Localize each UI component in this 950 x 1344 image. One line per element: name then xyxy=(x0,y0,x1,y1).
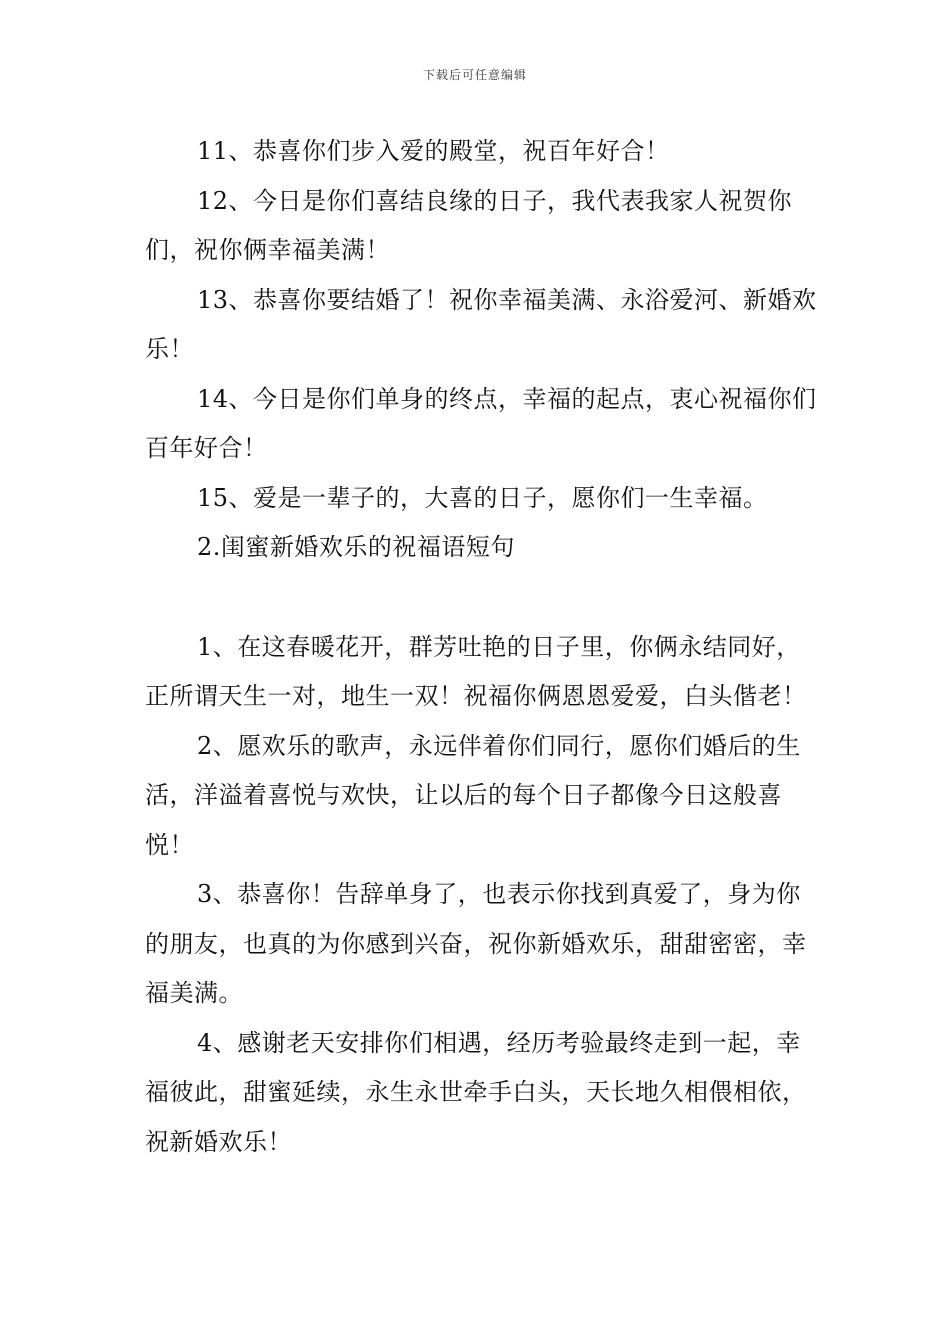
document-body xyxy=(145,127,817,1167)
blessing-item-14: 14、今日是你们单身的终点，幸福的起点，衷心祝福你们百年好合！ xyxy=(145,384,817,462)
blessing-item-12: 12、今日是你们喜结良缘的日子，我代表我家人祝贺你们，祝你俩幸福美满！ xyxy=(145,186,793,264)
blessing-item-2: 2、愿欢乐的歌声，永远伴着你们同行，愿你们婚后的生活，洋溢着喜悦与欢快，让以后的每个日子都像今日这般喜悦！ xyxy=(145,731,801,859)
blessing-item-11: 11、恭喜你们步入爱的殿堂，祝百年好合！ xyxy=(197,137,670,165)
page-header: 下载后可任意编辑 xyxy=(422,68,527,82)
section-heading: 2.闺蜜新婚欢乐的祝福语短句 xyxy=(197,533,515,561)
blessing-item-15: 15、爱是一辈子的，大喜的日子，愿你们一生幸福。 xyxy=(197,483,768,512)
blessing-item-13: 13、恭喜你要结婚了！祝你幸福美满、永浴爱河、新婚欢乐！ xyxy=(145,285,817,363)
blessing-item-4: 4、感谢老天安排你们相遇，经历考验最终走到一起，幸福彼此，甜蜜延续，永生永世牵手白头，天长地久相偎相依，祝新婚欢乐！ xyxy=(145,1028,807,1156)
blessing-item-3: 3、恭喜你！告辞单身了，也表示你找到真爱了，身为你的朋友，也真的为你感到兴奋，祝你新婚欢乐，甜甜密密，幸福美满。 xyxy=(145,880,807,1007)
section-spacer xyxy=(145,573,817,623)
blessing-item-1: 1、在这春暖花开，群芳吐艳的日子里，你俩永结同好，正所谓天生一对，地生一双！祝福你俩恩恩爱爱，白头偕老！ xyxy=(145,632,807,710)
